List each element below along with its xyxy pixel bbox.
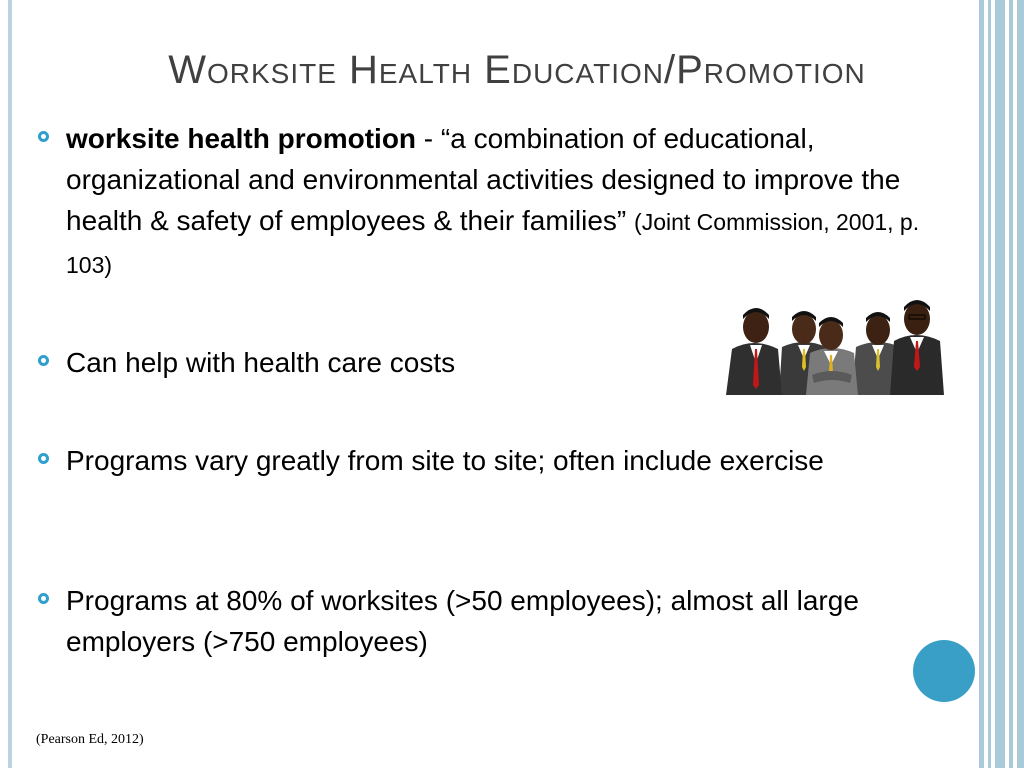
person-1 [726, 308, 782, 395]
bullet-programs-vary [66, 440, 926, 481]
bullet-text: Programs vary greatly from site to site; often include exercise [66, 445, 824, 476]
bullet-costs [66, 342, 706, 383]
bullet-icon [38, 593, 49, 604]
bullet-icon [38, 355, 49, 366]
definition-term: worksite health promotion [66, 123, 417, 154]
bullet-programs-percent [66, 580, 946, 662]
left-border [8, 0, 12, 768]
definition-separator: - [416, 123, 441, 154]
definition-citation: (Joint Commission, 2001, p. 103) [66, 209, 920, 278]
slide-title: Worksite Health Education/Promotion [168, 48, 866, 92]
bullet-text: Can help with health care costs [66, 347, 456, 378]
person-5 [890, 300, 944, 395]
bullet-icon [38, 131, 49, 142]
bullet-icon [38, 453, 49, 464]
bullet-text: Programs at 80% of worksites (>50 employees); almost all large employers (>750 employees) [66, 585, 859, 657]
footer-citation: (Pearson Ed, 2012) [36, 732, 144, 747]
definition-text: “a combination of educational, organizational and environmental activities designed to improve the health & safety of employees & their families” [66, 123, 901, 236]
bullet-definition [66, 118, 926, 286]
businessmen-clipart [724, 297, 946, 395]
right-decorative-stripes [975, 0, 1024, 768]
